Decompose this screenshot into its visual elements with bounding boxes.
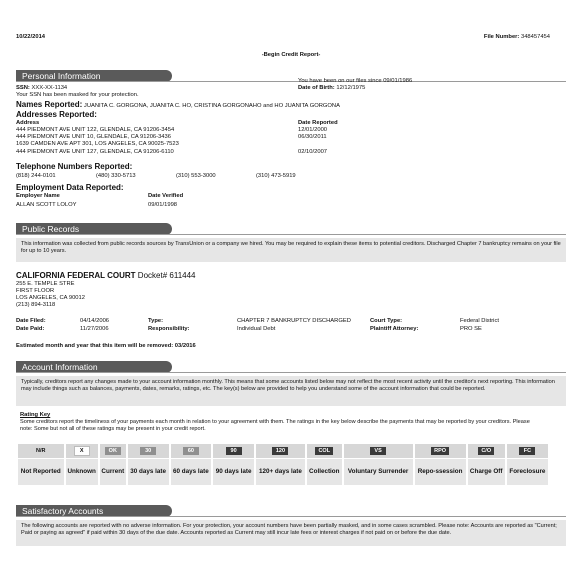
rating-code-cell [18,444,64,458]
rating-description: Not Reported [18,459,64,485]
rating-code: COL [315,447,333,456]
public-records-note: This information was collected from public records sources by TransUnion or a company we hired. You may be required to explain these items to potential creditors. Discharged Chapter 7 bankruptcy remains on your file for up to 10 years. [16,238,566,262]
rating-description: 60 days late [171,459,212,485]
phone-number: (310) 473-5919 [256,173,296,179]
type-label: Type: [148,318,164,324]
rating-code-cell [468,444,505,458]
ssn-label: SSN: [16,85,30,91]
file-number-value: 348457454 [520,34,550,40]
file-number [484,34,550,41]
court-address-line: LOS ANGELES, CA 90012 [16,295,85,301]
rating-code-cell [256,444,305,458]
employment-label: Employment Data Reported: [16,183,124,192]
address-date: 02/10/2007 [298,148,328,155]
type-value: CHAPTER 7 BANKRUPTCY DISCHARGED [237,318,351,324]
addresses-label: Addresses Reported: [16,110,97,119]
ssn-note: Your SSN has been masked for your protection. [16,92,139,98]
rating-description: Current [100,459,126,485]
rating-code: RPO [431,447,449,456]
report-title: -Begin Credit Report- [261,52,321,58]
satisfactory-accounts-header: Satisfactory Accounts [16,505,172,517]
rating-code: 60 [183,447,199,456]
date-of-birth [298,85,365,92]
address-row: 444 PIEDMONT AVE UNIT 127, GLENDALE, CA 91206-6110 [16,148,174,155]
address-date: 12/01/2000 [298,127,328,133]
public-records-header: Public Records [16,223,172,235]
account-info-note: Typically, creditors report any changes made to your account information monthly. This means that some accounts listed below may not reflect the most recent activity until the creditor's next reporting. This information may include things such as balances, payments, dates, remarks, ratings, etc. The key(s) below are provided to help you understand some of the account information that could be reported. [16,376,566,406]
satisfactory-accounts-note: The following accounts are reported with no adverse information. For your protection, your account numbers have been partially masked, and in some cases scrambled. Please note: Accounts are reported as "Current; Paid or paying as agreed" if paid within 30 days of the due date. Accounts reported as Current may still incur late fees or interest charges if not paid on or before the due date. [16,520,566,546]
address-row: 1639 CAMDEN AVE APT 301, LOS ANGELES, CA 90025-7523 [16,141,179,148]
date-paid-value: 11/27/2006 [80,326,109,332]
court-address [16,281,85,309]
address-row: 444 PIEDMONT AVE UNIT 122, GLENDALE, CA 91206-3454 [16,127,175,133]
rating-key-label: Rating Key [20,412,51,418]
rating-code-cell [344,444,413,458]
date-paid-label: Date Paid: [16,326,45,332]
ssn [16,85,67,92]
rating-code: 90 [226,447,242,456]
plaintiff-value: PRO SE [460,326,482,332]
rating-key-note: Some creditors report the timeliness of your payments each month in relation to your agreement with them. The ratings in the key below describe the payments that may be reported by your creditors. Please note: Some but not all of these ratings may be present in your credit report. [20,419,530,432]
date-verified: 09/01/1998 [148,202,178,208]
docket-label: Docket# [137,271,168,280]
rating-description: Collection [307,459,342,485]
rating-code: X [74,446,90,457]
responsibility-label: Responsibility: [148,326,190,332]
court-name: CALIFORNIA FEDERAL COURT [16,271,136,280]
plaintiff-label: Plaintiff Attorney: [370,326,419,332]
file-number-label: File Number: [483,34,520,40]
court-address-line: 255 E. TEMPLE STRE [16,281,75,287]
court-type-label: Court Type: [370,318,403,324]
phones-label: Telephone Numbers Reported: [16,162,133,171]
rating-code-cell [307,444,342,458]
dob-value: 12/12/1975 [336,85,366,91]
rating-code-cell [507,444,548,458]
address-list [16,127,179,156]
address-dates [298,127,327,156]
rating-code: C/O [478,447,494,456]
ssn-value: XXX-XX-1134 [31,85,68,91]
phone-number: (818) 244-0101 [16,173,56,179]
court-type-value: Federal District [460,318,499,324]
rating-description: Charge Off [468,459,505,485]
court-address-line: FIRST FLOOR [16,288,55,294]
date-filed-label: Date Filed: [16,318,46,324]
address-row: 444 PIEDMONT AVE UNIT 10, GLENDALE, CA 91206-3436 [16,134,171,141]
verified-column-header: Date Verified [148,193,184,199]
rating-description: Voluntary Surrender [344,459,413,485]
date-filed-value: 04/14/2006 [80,318,110,324]
rating-description: 90 days late [213,459,254,485]
rating-code: FC [519,447,535,456]
rating-code: 30 [140,447,156,456]
phone-number: (310) 553-3000 [176,173,216,179]
address-date: 06/30/2011 [298,134,327,141]
names-reported [16,100,340,110]
rating-code-cell [66,444,98,458]
court-phone: (213) 894-3118 [16,302,56,308]
rating-code: 120 [272,447,288,456]
rating-code: N/R [36,447,46,454]
rating-code-cell [213,444,254,458]
on-file-since: You have been on our files since 09/01/1986 [298,78,413,84]
rating-key-table [16,443,550,486]
divider [16,81,566,82]
date-reported-column-header: Date Reported [298,120,338,126]
names-value: JUANITA C. GORGONA, JUANITA C. HO, CRISTINA GORGONAHO and HO JUANITA GORGONA [83,103,340,109]
rating-code: VS [370,447,386,456]
dob-label: Date of Birth: [298,85,335,91]
rating-description: 120+ days late [256,459,305,485]
phone-number: (480) 330-5713 [96,173,136,179]
rating-description: 30 days late [128,459,169,485]
divider [16,372,566,373]
rating-code-cell [128,444,169,458]
rating-description: Unknown [66,459,98,485]
employer-name: ALLAN SCOTT LOLOY [16,202,77,208]
responsibility-value: Individual Debt [237,326,276,332]
report-date: 10/22/2014 [16,34,46,40]
employer-column-header: Employer Name [16,193,60,199]
court-heading [16,271,196,281]
rating-description: Foreclosure [507,459,548,485]
rating-description: Repo-ssession [415,459,466,485]
rating-code-cell [100,444,126,458]
divider [16,234,566,235]
rating-code-cell [171,444,212,458]
removal-date: Estimated month and year that this item will be removed: 03/2016 [16,343,196,349]
rating-code: OK [105,447,121,456]
address-date [298,141,327,148]
rating-code-cell [415,444,466,458]
personal-info-header: Personal Information [16,70,172,82]
docket-number: 611444 [169,271,196,280]
divider [16,516,566,517]
address-column-header: Address [16,120,40,126]
account-info-header: Account Information [16,361,172,373]
names-label: Names Reported: [16,100,83,109]
